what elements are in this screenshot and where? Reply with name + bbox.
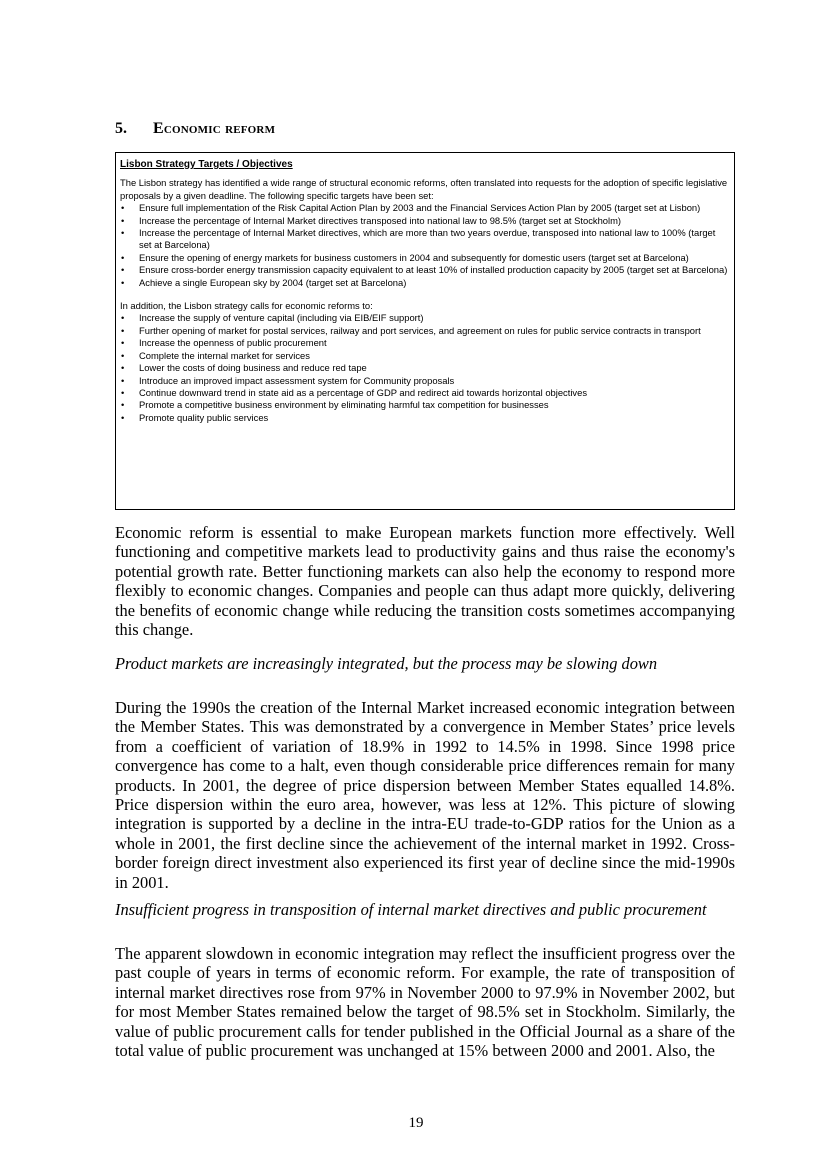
box-title: Lisbon Strategy Targets / Objectives [120,159,293,170]
list-item: • Complete the internal market for services [121,349,310,361]
list-item: • Ensure cross-border energy transmission capacity equivalent to at least 10% of installed production capacity by 2005 (target set at Barcelona) [121,264,728,276]
targets-list [120,202,730,289]
subheading-product-markets: Product markets are increasingly integrated, but the process may be slowing down [115,654,658,673]
page-number: 19 [408,1115,424,1131]
reforms-list [120,312,730,424]
list-item: • Increase the supply of venture capital (including via EIB/EIF support) [121,312,424,324]
paragraph-intro: Economic reform is essential to make European markets function more effectively. Well functioning and competitive markets lead to productivity gains and thus raise the economy's potential growth rate. Better functioning markets can also help the economy to respond more flexibly to economic changes. Companies and people can thus adapt more quickly, delivering the benefits of economic change while reducing the transition costs sometimes accompanying this change. [115,523,735,640]
list-item: • Promote quality public services [121,411,269,423]
list-item: • Introduce an improved impact assessment system for Community proposals [121,374,455,386]
list-item: • Promote a competitive business environment by eliminating harmful tax competition for businesses [121,399,549,411]
lisbon-targets-box [115,152,735,510]
box-intro: The Lisbon strategy has identified a wide range of structural economic reforms, often translated into requests for the adoption of specific legislative proposals by a given deadline. The following specific targets have been set: [120,177,728,201]
list-item: • Increase the percentage of Internal Market directives, which are more than two years overdue, transposed into national law to 100% (target set at Barcelona) [121,227,716,251]
list-item: • Increase the openness of public procurement [121,337,327,349]
list-item: • Continue downward trend in state aid as a percentage of GDP and redirect aid towards horizontal objectives [121,386,588,398]
section-title: Economic reform [153,120,276,137]
list-item: • Increase the percentage of Internal Market directives transposed into national law to 98.5% (target set at Stockholm) [121,214,622,226]
list-item: • Lower the costs of doing business and reduce red tape [121,362,367,374]
subheading-transposition: Insufficient progress in transposition of internal market directives and public procurement [115,900,707,919]
paragraph-integration: During the 1990s the creation of the Internal Market increased economic integration between the Member States. This was demonstrated by a convergence in Member States’ price levels from a coefficient of variation of 18.9% in 1992 to 14.5% in 1998. Since 1998 price convergence has come to a halt, even though considerable price differences remain for many products. In 2001, the degree of price dispersion between Member States equalled 14.8%. Price dispersion within the euro area, however, was less at 12%. This picture of slowing integration is supported by a decline in the intra-EU trade-to-GDP ratios for the Union as a whole in 2001, the first decline since the achievement of the internal market in 1992. Cross-border foreign direct investment also experienced its first year of decline since the mid-1990s in 2001. [115,698,735,892]
section-number: 5. [115,120,127,137]
box-addition-intro: In addition, the Lisbon strategy calls for economic reforms to: [120,300,373,312]
list-item: • Achieve a single European sky by 2004 (target set at Barcelona) [121,276,407,288]
paragraph-slowdown: The apparent slowdown in economic integration may reflect the insufficient progress over the past couple of years in terms of economic reform. For example, the rate of transposition of internal market directives rose from 97% in November 2000 to 97.9% in November 2002, but for most Member States remained below the target of 98.5% set in Stockholm. Similarly, the value of public procurement calls for tender published in the Official Journal as a share of the total value of public procurement was unchanged at 15% between 2000 and 2001. Also, the [115,944,735,1061]
list-item: • Ensure full implementation of the Risk Capital Action Plan by 2003 and the Financial Services Action Plan by 2005 (target set at Lisbon) [121,202,701,214]
section-heading [115,120,275,138]
list-item: • Further opening of market for postal services, railway and port services, and agreement on rules for public service contracts in transport [121,324,701,336]
list-item: • Ensure the opening of energy markets for business customers in 2004 and subsequently for domestic users (target set at Barcelona) [121,251,689,263]
